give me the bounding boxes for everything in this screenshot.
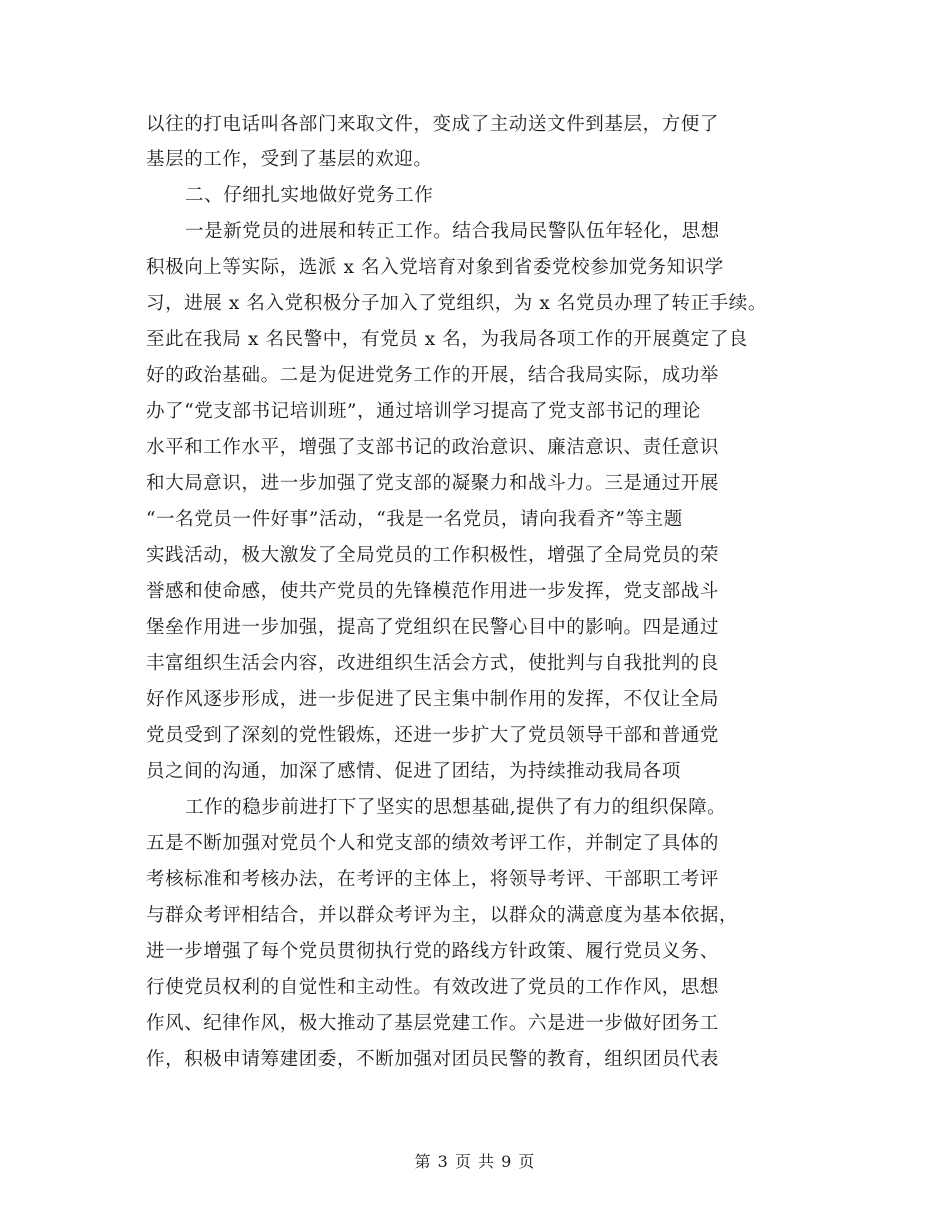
text-line: 党员受到了深刻的党性锻炼，还进一步扩大了党员领导干部和普通党	[146, 725, 720, 746]
text-line: 员之间的沟通，加深了感情、促进了团结，为持续推动我局各项	[146, 761, 681, 782]
text-line: 行使党员权利的自觉性和主动性。有效改进了党员的工作作风，思想	[146, 977, 720, 998]
text-line: 至此在我局 x 名民警中，有党员 x 名，为我局各项工作的开展奠定了良	[146, 329, 748, 350]
text-line: 实践活动，极大激发了全局党员的工作积极性，增强了全局党员的荣	[146, 545, 720, 566]
text-line: “一名党员一件好事”活动，“我是一名党员，请向我看齐”等主题	[146, 509, 683, 530]
text-line: 一是新党员的进展和转正工作。结合我局民警队伍年轻化，思想	[185, 221, 720, 242]
text-line: 作，积极申请筹建团委，不断加强对团员民警的教育，组织团员代表	[146, 1049, 720, 1070]
text-line: 丰富组织生活会内容，改进组织生活会方式，使批判与自我批判的良	[146, 653, 720, 674]
text-line: 以往的打电话叫各部门来取文件，变成了主动送文件到基层，方便了	[146, 114, 720, 135]
text-line: 水平和工作水平，增强了支部书记的政治意识、廉洁意识、责任意识	[146, 437, 720, 458]
text-line: 与群众考评相结合，并以群众考评为主，以群众的满意度为基本依据，	[146, 905, 739, 926]
text-line: 作风、纪律作风，极大推动了基层党建工作。六是进一步做好团务工	[146, 1013, 720, 1034]
text-line: 基层的工作，受到了基层的欢迎。	[146, 149, 433, 170]
text-line: 五是不断加强对党员个人和党支部的绩效考评工作，并制定了具体的	[146, 833, 720, 854]
text-line: 和大局意识，进一步加强了党支部的凝聚力和战斗力。三是通过开展	[146, 473, 720, 494]
text-line: 习，进展 x 名入党积极分子加入了党组织，为 x 名党员办理了转正手续。	[146, 293, 767, 314]
section-heading: 二、仔细扎实地做好党务工作	[185, 185, 434, 206]
text-line: 进一步增强了每个党员贯彻执行党的路线方针政策、履行党员义务、	[146, 941, 720, 962]
text-line: 积极向上等实际，选派 x 名入党培育对象到省委党校参加党务知识学	[146, 257, 724, 278]
page-number-footer: 第 3 页 共 9 页	[414, 1152, 536, 1171]
text-line: 考核标准和考核办法，在考评的主体上，将领导考评、干部职工考评	[146, 869, 720, 890]
text-line: 誉感和使命感，使共产党员的先锋模范作用进一步发挥，党支部战斗	[146, 581, 720, 602]
text-line: 办了“党支部书记培训班”，通过培训学习提高了党支部书记的理论	[146, 401, 701, 422]
text-line: 堡垒作用进一步加强，提高了党组织在民警心目中的影响。四是通过	[146, 617, 720, 638]
text-line: 好的政治基础。二是为促进党务工作的开展，结合我局实际，成功举	[146, 365, 720, 386]
text-line: 好作风逐步形成，进一步促进了民主集中制作用的发挥，不仅让全局	[146, 689, 720, 710]
text-line: 工作的稳步前进打下了坚实的思想基础,提供了有力的组织保障。	[185, 797, 727, 818]
